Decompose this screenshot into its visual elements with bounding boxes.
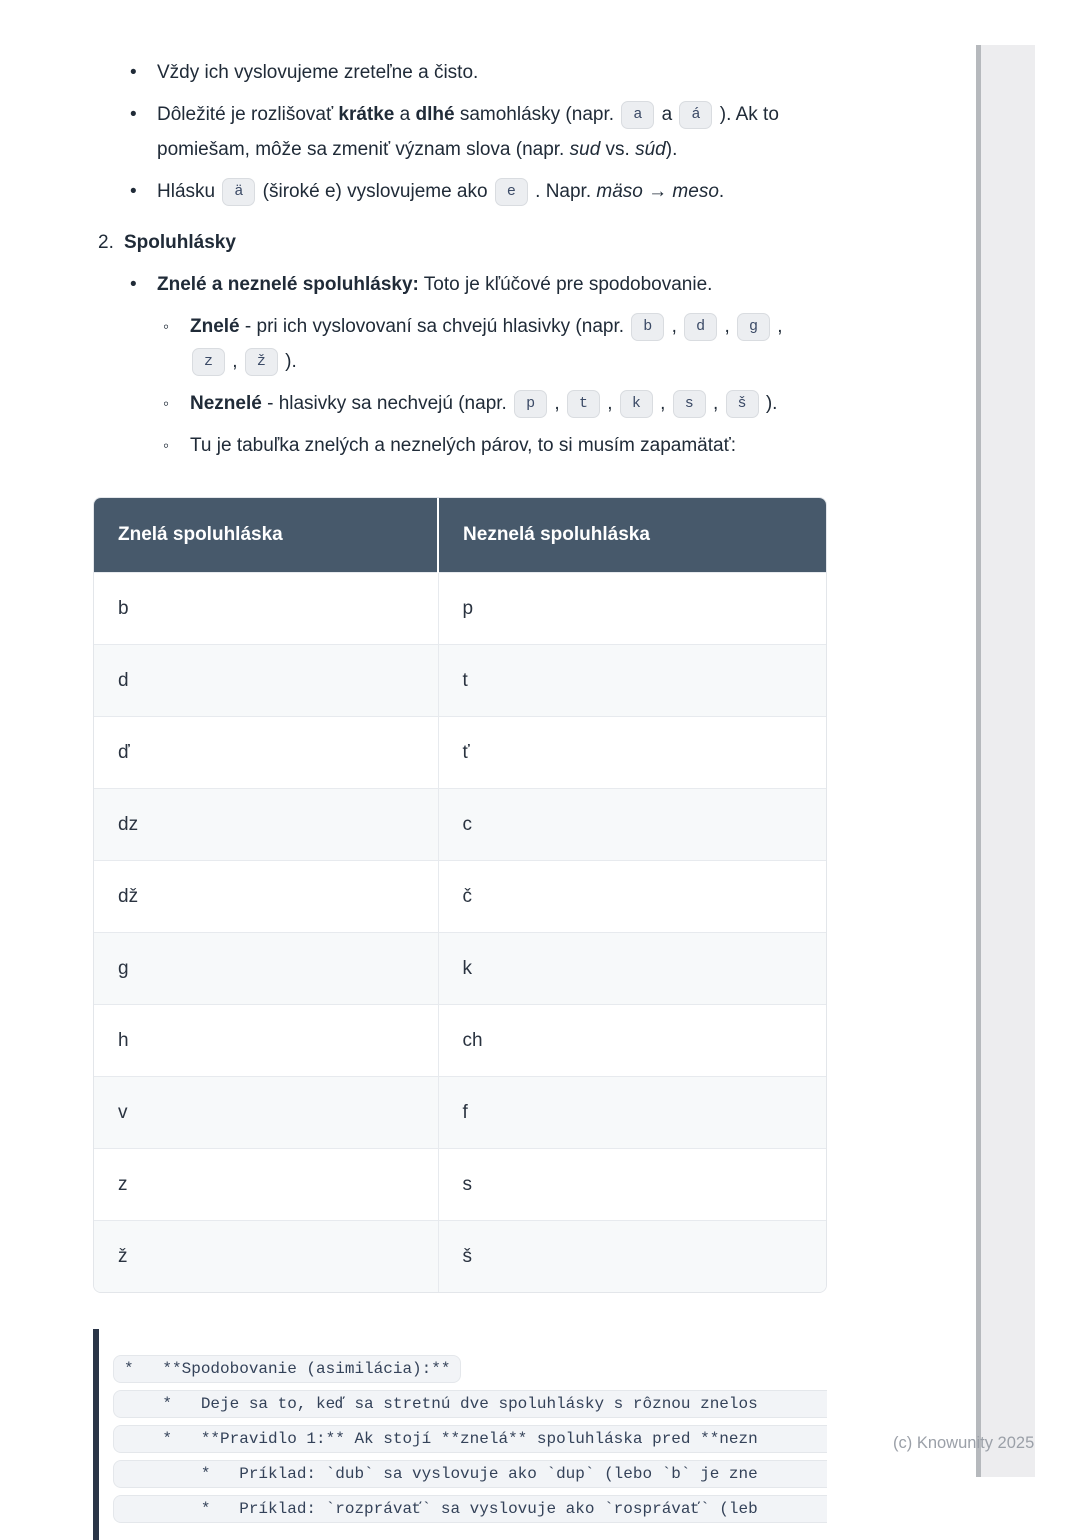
table-cell: k — [438, 933, 826, 1005]
list-item-text — [190, 386, 880, 421]
circle-bullet-marker: ◦ — [163, 317, 170, 336]
circle-bullet-marker: ◦ — [163, 436, 170, 455]
code-line: * **Pravidlo 1:** Ak stojí **znelá** spoluhláska pred **nezn — [113, 1425, 827, 1453]
text-segment: Dôležité je rozlišovať — [157, 104, 339, 125]
list-item-text — [190, 309, 880, 379]
text-segment: a — [656, 104, 678, 125]
text-segment: , — [666, 316, 683, 337]
list-item — [0, 267, 1080, 302]
text-segment: pomiešam, môže sa zmeniť význam slova (napr. — [157, 139, 570, 160]
list-item-text — [157, 174, 847, 209]
list-item — [0, 309, 1080, 379]
inline-code-chip: á — [679, 101, 712, 129]
code-line: * Deje sa to, keď sa stretnú dve spoluhlásky s rôznou znelos — [113, 1390, 827, 1418]
table-cell: d — [94, 645, 438, 717]
table-row — [94, 717, 826, 789]
text-segment: , — [654, 393, 671, 414]
text-segment: ). Ak to — [714, 104, 779, 125]
text-segment: Toto je kľúčové pre spodobovanie. — [418, 274, 713, 295]
table-cell: ď — [94, 717, 438, 789]
inline-code-chip: g — [737, 313, 770, 341]
table-cell: č — [438, 861, 826, 933]
table-cell: s — [438, 1149, 826, 1221]
text-segment: ). — [760, 393, 778, 414]
table-cell: š — [438, 1221, 826, 1293]
list-item — [0, 97, 1080, 167]
text-segment: , — [772, 316, 783, 337]
code-line: * Príklad: `dub` sa vyslovuje ako `dup` (lebo `b` je zne — [113, 1460, 827, 1488]
inline-code-chip: ä — [222, 178, 255, 206]
code-line: * Príklad: `rozprávať` sa vyslovuje ako `rosprávať` (leb — [113, 1495, 827, 1523]
copyright-watermark: (c) Knowunity 2025 — [893, 1434, 1035, 1452]
text-segment: samohlásky (napr. — [454, 104, 620, 125]
inline-code-chip: ž — [245, 348, 278, 376]
table-row — [94, 1221, 826, 1293]
table-cell: ch — [438, 1005, 826, 1077]
italic-text: sud — [569, 139, 601, 160]
bullet-marker: • — [130, 181, 137, 202]
text-segment: (široké e) vyslovujeme ako — [257, 181, 493, 202]
inline-code-chip: š — [726, 390, 759, 418]
italic-text: meso — [672, 181, 719, 202]
table-row — [94, 645, 826, 717]
text-segment: - pri ich vyslovovaní sa chvejú hlasivky (napr. — [239, 316, 630, 337]
table-row — [94, 933, 826, 1005]
table-cell: c — [438, 789, 826, 861]
list-item — [0, 428, 1080, 463]
section-title — [124, 225, 236, 260]
table-cell: b — [94, 573, 438, 645]
table-row — [94, 573, 826, 645]
table-cell: f — [438, 1077, 826, 1149]
text-segment: ). — [665, 139, 678, 160]
table-cell: v — [94, 1077, 438, 1149]
list-item — [0, 174, 1080, 209]
text-segment: , — [719, 316, 736, 337]
bold-text: Znelé a neznelé spoluhlásky: — [157, 274, 419, 295]
text-segment: Hlásku — [157, 181, 221, 202]
list-item-text — [157, 55, 847, 90]
circle-bullet-marker: ◦ — [163, 394, 170, 413]
inline-code-chip: k — [620, 390, 653, 418]
ordered-item-number: 2. — [98, 232, 114, 253]
bullet-marker: • — [130, 274, 137, 295]
table-cell: t — [438, 645, 826, 717]
list-item-text — [157, 97, 847, 167]
table-cell: p — [438, 573, 826, 645]
table-header-cell: Neznelá spoluhláska — [438, 498, 826, 573]
inline-code-chip: s — [673, 390, 706, 418]
list-item — [0, 55, 1080, 90]
text-segment: Vždy ich vyslovujeme zreteľne a čisto. — [157, 62, 479, 83]
text-segment: - hlasivky sa nechvejú (napr. — [261, 393, 513, 414]
table-cell: dž — [94, 861, 438, 933]
text-segment: , — [601, 393, 618, 414]
arrow-glyph: → — [642, 181, 673, 202]
list-item-text — [190, 428, 880, 463]
list-item — [0, 386, 1080, 421]
text-segment: , — [227, 351, 243, 372]
table-row — [94, 861, 826, 933]
text-segment: . Napr. — [529, 181, 597, 202]
text-segment: Tu je tabuľka znelých a neznelých párov, to si musím zapamätať: — [190, 435, 736, 456]
table-cell: z — [94, 1149, 438, 1221]
table-row — [94, 789, 826, 861]
bold-text: Neznelé — [190, 393, 262, 414]
table-row — [94, 1005, 826, 1077]
bullet-marker: • — [130, 62, 137, 83]
italic-text: súd — [635, 139, 666, 160]
inline-code-chip: a — [621, 101, 654, 129]
inline-code-chip: z — [192, 348, 225, 376]
inline-code-chip: b — [631, 313, 664, 341]
ordered-list-item — [0, 225, 1080, 260]
table-cell: h — [94, 1005, 438, 1077]
bold-text: krátke — [338, 104, 395, 125]
text-segment: , — [707, 393, 724, 414]
bullet-marker: • — [130, 104, 137, 125]
table-cell: ž — [94, 1221, 438, 1293]
text-segment: , — [549, 393, 565, 414]
text-segment: ). — [279, 351, 297, 372]
bold-text: Spoluhlásky — [124, 232, 236, 253]
inline-code-chip: t — [567, 390, 600, 418]
table-row — [94, 1149, 826, 1221]
text-segment: . — [718, 181, 725, 202]
italic-text: mäso — [596, 181, 643, 202]
scrollbar-track[interactable] — [976, 45, 1035, 1477]
inline-code-chip: d — [684, 313, 717, 341]
inline-code-chip: e — [495, 178, 528, 206]
table-cell: ť — [438, 717, 826, 789]
code-block — [93, 1329, 827, 1540]
table-header-row — [94, 498, 826, 573]
table-cell: dz — [94, 789, 438, 861]
table-row — [94, 1077, 826, 1149]
consonant-table — [93, 497, 827, 1293]
table-cell: g — [94, 933, 438, 1005]
text-segment: vs. — [600, 139, 636, 160]
bold-text: dlhé — [415, 104, 455, 125]
list-item-text — [157, 267, 847, 302]
inline-code-chip: p — [514, 390, 547, 418]
code-line: * **Spodobovanie (asimilácia):** — [113, 1355, 461, 1383]
text-segment: a — [394, 104, 416, 125]
table-header-cell: Znelá spoluhláska — [94, 498, 438, 573]
bold-text: Znelé — [190, 316, 240, 337]
